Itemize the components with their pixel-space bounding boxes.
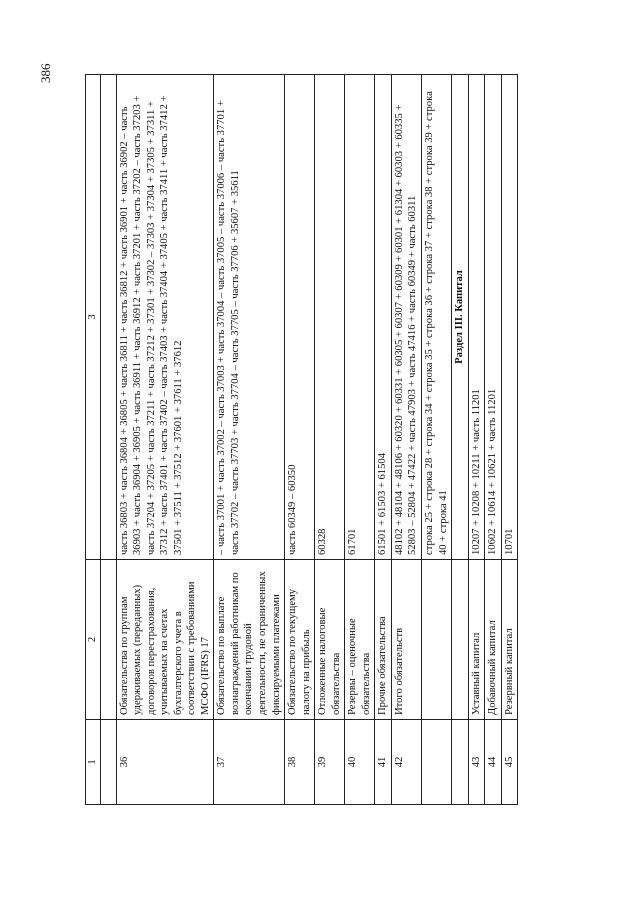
row-formula: 61701 — [345, 75, 375, 560]
row-number: 44 — [485, 720, 502, 805]
row-name — [422, 560, 452, 720]
row-name: Прочие обязательства — [375, 560, 392, 720]
table-row — [391, 75, 421, 805]
row-name: Отложенные налоговые обязательства — [315, 560, 345, 720]
table-row — [422, 75, 452, 805]
row-formula: – часть 37001 + часть 37002 – часть 37003 + часть 37004 – часть 37005 – часть 37006 – часть 37701 + часть 37702 – часть 37703 + часть 37704 – часть 37705 – часть 37706 + 35607 + 35611 — [214, 75, 285, 560]
row-number: 40 — [345, 720, 375, 805]
row-name: Обязательства по группам удерживаемых (переданных) договоров перестрахования, учитываемых на счетах бухгалтерского учета в соответствии с требованиями МСФО (IFRS) 17 — [116, 560, 214, 720]
row-formula: 48102 + 48104 + 48106 + 60320 + 60331 + 60305 + 60307 + 60309 + 60301 + 61304 + 60303 + 60335 + 52803 – 52804 + 47422 + часть 47903 + часть 47416 + часть 60349 + часть 60311 — [391, 75, 421, 560]
page-number: 386 — [38, 63, 53, 83]
row-number: 38 — [285, 720, 315, 805]
blank-row — [100, 75, 116, 805]
table-cell — [100, 75, 116, 560]
table-row — [501, 75, 518, 805]
table-row — [315, 75, 345, 805]
table-row — [375, 75, 392, 805]
row-number: 42 — [391, 720, 421, 805]
row-number: 36 — [116, 720, 214, 805]
row-formula: часть 36803 + часть 36804 + 36805 + часть 36811 + часть 36812 + часть 36901 + часть 36902 – часть 36903 + часть 36904 + 36905 + часть 36911 + часть 36912 + часть 37201 + часть 37202 – часть 37203 + часть 37204 + 37205 + часть 37211 + часть 37212 + 37301 + 37302 – 37303 + 37304 + 37305 + 37311 + 37312 + часть 37401 + часть 37402 – часть 37403 + часть 37404 + 37405 + часть 37411 + часть 37412 + 37501 + 37511 + 37512 + 37601 + 37611 + 37612 — [116, 75, 214, 560]
row-name: Резервный капитал — [501, 560, 518, 720]
table-row — [214, 75, 285, 805]
table-row — [285, 75, 315, 805]
header-col-1: 1 — [86, 720, 101, 805]
row-formula: часть 60349 – 60350 — [285, 75, 315, 560]
row-number: 37 — [214, 720, 285, 805]
table-cell — [452, 720, 469, 805]
section-title: Раздел III. Капитал — [452, 75, 469, 560]
table-row — [116, 75, 214, 805]
row-number: 43 — [468, 720, 485, 805]
row-formula: 61501 + 61503 + 61504 — [375, 75, 392, 560]
row-name: Итого обязательств — [391, 560, 421, 720]
header-row — [86, 75, 101, 805]
row-formula: 10602 + 10614 + 10621 + часть 11201 — [485, 75, 502, 560]
row-name: Резервы – оценочные обязательства — [345, 560, 375, 720]
row-formula: 10207 + 10208 + 10211 + часть 11201 — [468, 75, 485, 560]
row-name: Добавочный капитал — [485, 560, 502, 720]
section-row — [452, 75, 469, 805]
row-number — [422, 720, 452, 805]
table-cell — [100, 720, 116, 805]
header-col-2: 2 — [86, 560, 101, 720]
table-row — [345, 75, 375, 805]
row-formula: 60328 — [315, 75, 345, 560]
balance-table — [85, 74, 518, 805]
row-name: Уставный капитал — [468, 560, 485, 720]
row-name: Обязательство по выплате вознаграждений работникам по окончании трудовой деятельности, не ограниченных фиксируемыми платежами — [214, 560, 285, 720]
row-formula: 10701 — [501, 75, 518, 560]
table-cell — [100, 560, 116, 720]
row-number: 45 — [501, 720, 518, 805]
row-name: Обязательство по текущему налогу на прибыль — [285, 560, 315, 720]
row-formula: строка 25 + строка 28 + строка 34 + строка 35 + строка 36 + строка 37 + строка 38 + строка 39 + строка 40 + строка 41 — [422, 75, 452, 560]
header-col-3: 3 — [86, 75, 101, 560]
table-row — [485, 75, 502, 805]
table-cell — [452, 560, 469, 720]
row-number: 41 — [375, 720, 392, 805]
row-number: 39 — [315, 720, 345, 805]
table-row — [468, 75, 485, 805]
